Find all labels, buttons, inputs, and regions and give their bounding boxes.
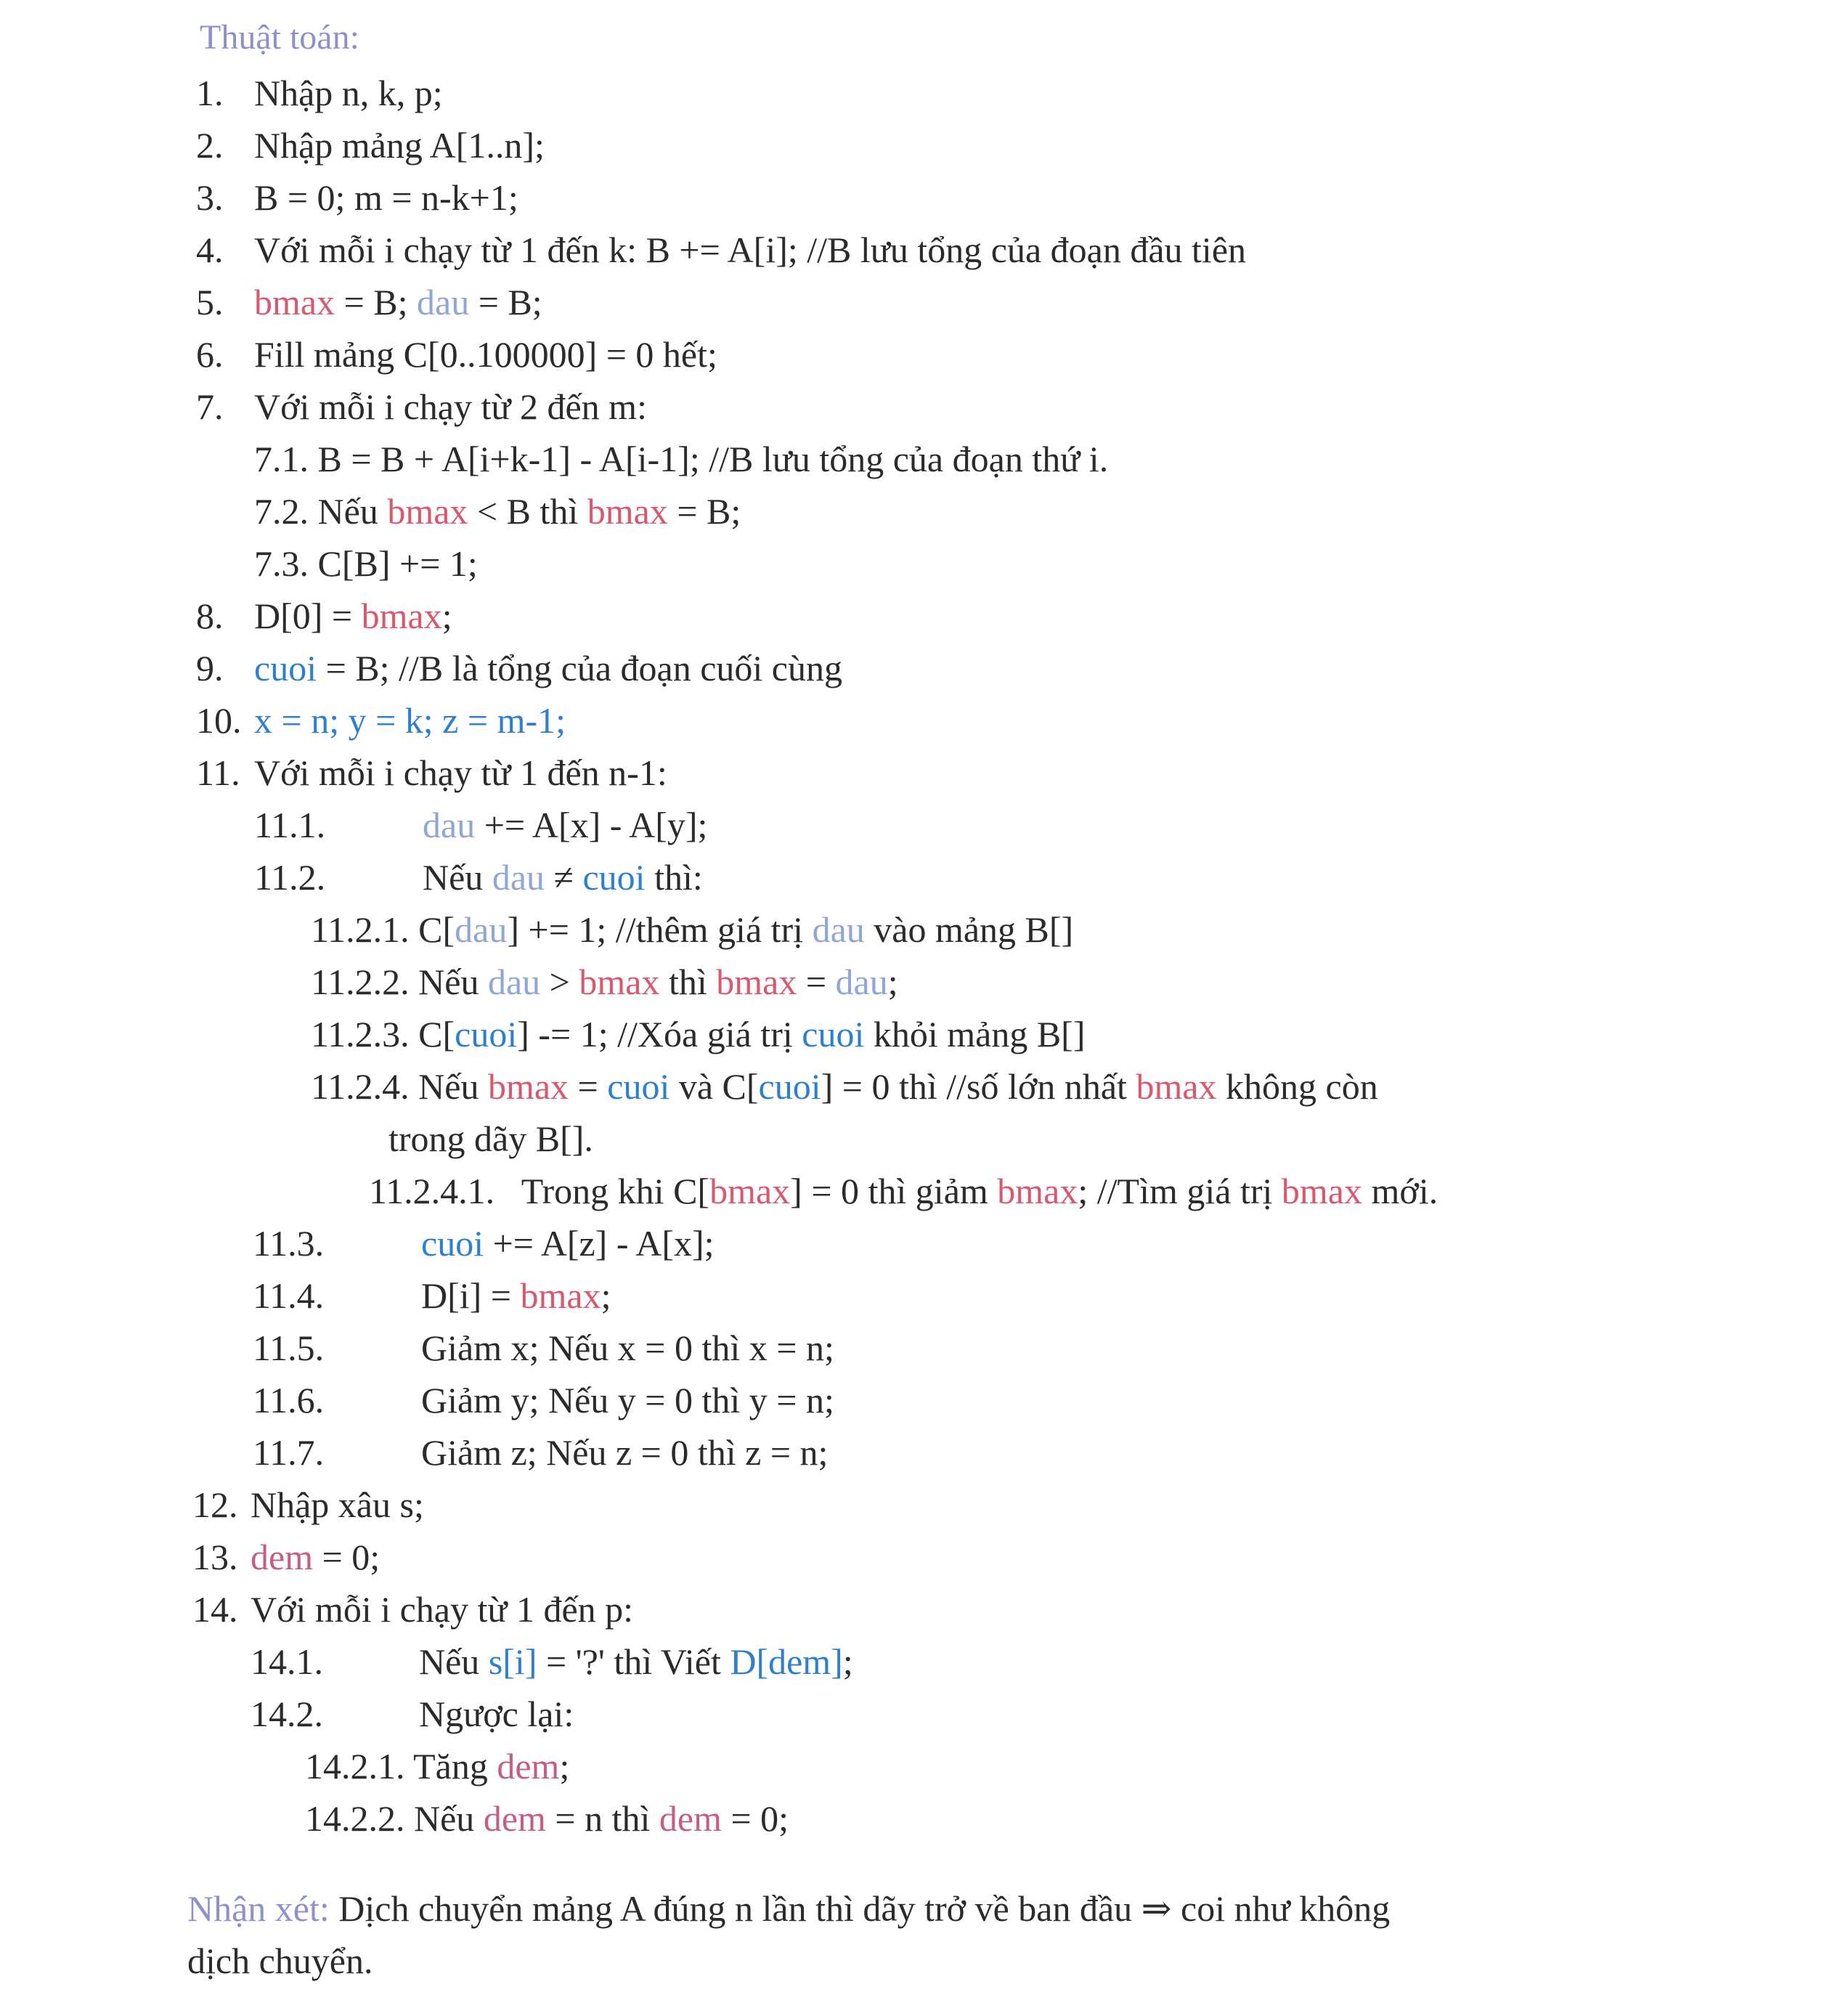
highlighted-variable: cuoi	[421, 1223, 484, 1264]
line-text: Nếu	[419, 1641, 489, 1682]
line-text: không còn	[1216, 1066, 1378, 1107]
algorithm-line	[254, 542, 478, 585]
highlighted-variable: cuoi	[254, 648, 317, 688]
highlighted-variable: s[i]	[488, 1641, 537, 1682]
line-text: Với mỗi i chạy từ 1 đến k: B += A[i]; //B lưu tổng của đoạn đầu tiên	[254, 229, 1247, 270]
algorithm-line	[192, 1483, 424, 1527]
algorithm-line	[305, 1797, 789, 1840]
line-text: B = 0; m = n-k+1;	[254, 177, 518, 218]
algorithm-line	[253, 1274, 611, 1317]
highlighted-variable: bmax	[361, 596, 442, 636]
step-number: 8.	[196, 596, 224, 636]
algorithm-line	[187, 1939, 373, 1983]
highlighted-variable: bmax	[254, 282, 335, 322]
step-number: 14.	[192, 1589, 238, 1630]
line-text: Nếu	[423, 857, 492, 898]
algorithm-line	[196, 751, 667, 794]
algorithm-line	[253, 1222, 715, 1265]
step-number: 11.	[196, 752, 240, 793]
line-text: ] = 0 thì giảm	[790, 1171, 998, 1211]
highlighted-variable: dau	[492, 857, 545, 898]
line-text: = '?' thì Viết	[537, 1641, 730, 1682]
highlighted-variable: bmax	[587, 491, 668, 532]
line-text: trong dãy B[].	[388, 1118, 593, 1159]
highlighted-variable: Nhận xét:	[187, 1888, 330, 1929]
highlighted-variable: bmax	[487, 1066, 569, 1107]
line-text: =	[569, 1066, 608, 1107]
line-text: 7.3. C[B] += 1;	[254, 543, 478, 584]
line-text: 11.2.4.1. Trong khi C[	[369, 1171, 710, 1211]
highlighted-variable: dem	[659, 1798, 722, 1839]
line-text: vào mảng B[]	[864, 909, 1074, 950]
line-text: Ngược lại:	[419, 1694, 574, 1734]
line-text: ;	[887, 962, 898, 1002]
highlighted-variable: dem	[497, 1746, 560, 1787]
algorithm-line	[192, 1588, 633, 1631]
highlighted-variable: bmax	[716, 962, 797, 1002]
line-text: ] += 1; //thêm giá trị	[507, 909, 813, 950]
algorithm-line	[196, 71, 443, 115]
algorithm-line	[311, 960, 898, 1004]
step-number: 11.6.	[253, 1380, 325, 1420]
highlighted-variable: cuoi	[758, 1066, 821, 1107]
step-number: 7.	[196, 386, 224, 427]
line-text: dịch chuyển.	[187, 1940, 373, 1981]
line-text: Giảm z; Nếu z = 0 thì z = n;	[421, 1432, 829, 1473]
line-text: ;	[842, 1641, 853, 1682]
algorithm-line	[254, 855, 703, 899]
line-text: Nhập xâu s;	[251, 1484, 424, 1525]
line-text: 11.2.2. Nếu	[311, 962, 488, 1002]
step-number: 11.4.	[253, 1275, 325, 1316]
step-number: 11.1.	[254, 805, 326, 845]
highlighted-variable: cuoi	[802, 1014, 865, 1054]
line-text: = 0;	[721, 1798, 789, 1839]
line-text: ] = 0 thì //số lớn nhất	[821, 1066, 1136, 1107]
line-text: Fill mảng C[0..100000] = 0 hết;	[254, 334, 717, 375]
highlighted-variable: dem	[483, 1798, 546, 1839]
line-text: Dịch chuyển mảng A đúng n lần thì dãy trở về ban đầu ⇒ coi như không	[329, 1888, 1391, 1929]
highlighted-variable: bmax	[1136, 1066, 1217, 1107]
line-text: D[i] =	[421, 1275, 521, 1316]
algorithm-line	[254, 437, 1108, 481]
algorithm-line	[196, 228, 1246, 272]
line-text: ; //Tìm giá trị	[1078, 1171, 1282, 1211]
algorithm-line	[196, 385, 647, 428]
highlighted-variable: cuoi	[607, 1066, 670, 1107]
highlighted-variable: dau	[487, 962, 541, 1002]
line-text: ;	[441, 596, 452, 636]
highlighted-variable: dau	[423, 805, 476, 845]
highlighted-variable: x = n; y = k; z = m-1;	[254, 700, 566, 741]
algorithm-line	[311, 1012, 1085, 1056]
algorithm-line	[254, 489, 741, 533]
step-number: 13.	[192, 1537, 238, 1577]
line-text: = B;	[667, 491, 741, 532]
algorithm-line	[253, 1378, 834, 1422]
step-number: 5.	[196, 282, 224, 322]
line-text: mới.	[1362, 1171, 1438, 1211]
algorithm-line	[305, 1744, 569, 1788]
highlighted-variable: dem	[251, 1537, 314, 1577]
highlighted-variable: bmax	[579, 962, 660, 1002]
line-text: 11.2.3. C[	[311, 1014, 455, 1054]
highlighted-variable: cuoi	[582, 857, 646, 898]
step-number: 11.5.	[253, 1328, 325, 1368]
algorithm-line	[311, 908, 1073, 951]
line-text: Với mỗi i chạy từ 2 đến m:	[254, 386, 647, 427]
line-text: 7.2. Nếu	[254, 491, 388, 532]
line-text: thì:	[645, 857, 703, 898]
line-text: >	[540, 962, 579, 1002]
line-text: Với mỗi i chạy từ 1 đến n-1:	[254, 752, 667, 793]
line-text: thì	[659, 962, 717, 1002]
line-text: += A[x] - A[y];	[475, 805, 708, 845]
algorithm-line	[196, 280, 542, 324]
algorithm-line	[196, 176, 518, 219]
line-text: = B; //B là tổng của đoạn cuối cùng	[317, 648, 842, 688]
algorithm-line	[196, 646, 842, 690]
step-number: 11.3.	[253, 1223, 325, 1264]
algorithm-line	[311, 1065, 1378, 1108]
line-text: Nhập n, k, p;	[254, 73, 443, 113]
highlighted-variable: bmax	[709, 1171, 791, 1211]
line-text: =	[797, 962, 836, 1002]
step-number: 4.	[196, 229, 224, 270]
algorithm-line	[196, 333, 717, 376]
algorithm-line	[196, 594, 452, 638]
line-text: Giảm x; Nếu x = 0 thì x = n;	[421, 1328, 834, 1368]
line-text: 14.2.2. Nếu	[305, 1798, 484, 1839]
highlighted-variable: dau	[812, 909, 865, 950]
highlighted-variable: bmax	[520, 1275, 601, 1316]
line-text: < B thì	[468, 491, 587, 532]
step-number: 9.	[196, 648, 224, 688]
algorithm-line	[196, 699, 566, 742]
highlighted-variable: bmax	[387, 491, 468, 532]
step-number: 3.	[196, 177, 224, 218]
step-number: 14.1.	[251, 1641, 323, 1682]
line-text: 11.2.1. C[	[311, 909, 455, 950]
line-text: 14.2.1. Tăng	[305, 1746, 497, 1787]
line-text: 7.1. B = B + A[i+k-1] - A[i-1]; //B lưu tổng của đoạn thứ i.	[254, 439, 1109, 479]
line-text: ] -= 1; //Xóa giá trị	[517, 1014, 802, 1054]
line-text: 11.2.4. Nếu	[311, 1066, 488, 1107]
algorithm-line	[369, 1169, 1438, 1213]
step-number: 14.2.	[251, 1694, 323, 1734]
line-text: = 0;	[313, 1537, 380, 1577]
algorithm-line	[254, 803, 707, 847]
algorithm-line	[388, 1117, 593, 1161]
algorithm-line	[192, 1535, 380, 1579]
line-text: khỏi mảng B[]	[864, 1014, 1086, 1054]
algorithm-line	[187, 1887, 1390, 1930]
algorithm-line	[253, 1326, 834, 1370]
step-number: 11.7.	[253, 1432, 325, 1473]
highlighted-variable: cuoi	[455, 1014, 518, 1054]
highlighted-variable: Thuật toán:	[200, 18, 359, 57]
line-text: và C[	[669, 1066, 759, 1107]
step-number: 11.2.	[254, 857, 326, 898]
highlighted-variable: dau	[417, 282, 470, 322]
highlighted-variable: bmax	[1281, 1171, 1362, 1211]
line-text: Giảm y; Nếu y = 0 thì y = n;	[421, 1380, 834, 1420]
line-text: = n thì	[545, 1798, 659, 1839]
algorithm-line	[251, 1692, 574, 1736]
step-number: 1.	[196, 73, 224, 113]
line-text: += A[z] - A[x];	[484, 1223, 715, 1264]
highlighted-variable: dau	[835, 962, 888, 1002]
line-text: ;	[601, 1275, 611, 1316]
line-text: D[0] =	[254, 596, 362, 636]
line-text: = B;	[335, 282, 418, 322]
algorithm-line	[196, 123, 545, 167]
line-text: Với mỗi i chạy từ 1 đến p:	[251, 1589, 634, 1630]
line-text: = B;	[469, 282, 542, 322]
algorithm-line	[251, 1640, 853, 1683]
line-text: ≠	[545, 857, 583, 898]
line-text: Nhập mảng A[1..n];	[254, 125, 545, 166]
highlighted-variable: bmax	[997, 1171, 1078, 1211]
step-number: 10.	[196, 700, 242, 741]
step-number: 12.	[192, 1484, 238, 1525]
highlighted-variable: dau	[455, 909, 508, 950]
section-heading	[200, 16, 359, 60]
step-number: 6.	[196, 334, 224, 375]
line-text: ;	[559, 1746, 570, 1787]
step-number: 2.	[196, 125, 224, 166]
highlighted-variable: D[dem]	[730, 1641, 843, 1682]
algorithm-line	[253, 1431, 828, 1474]
